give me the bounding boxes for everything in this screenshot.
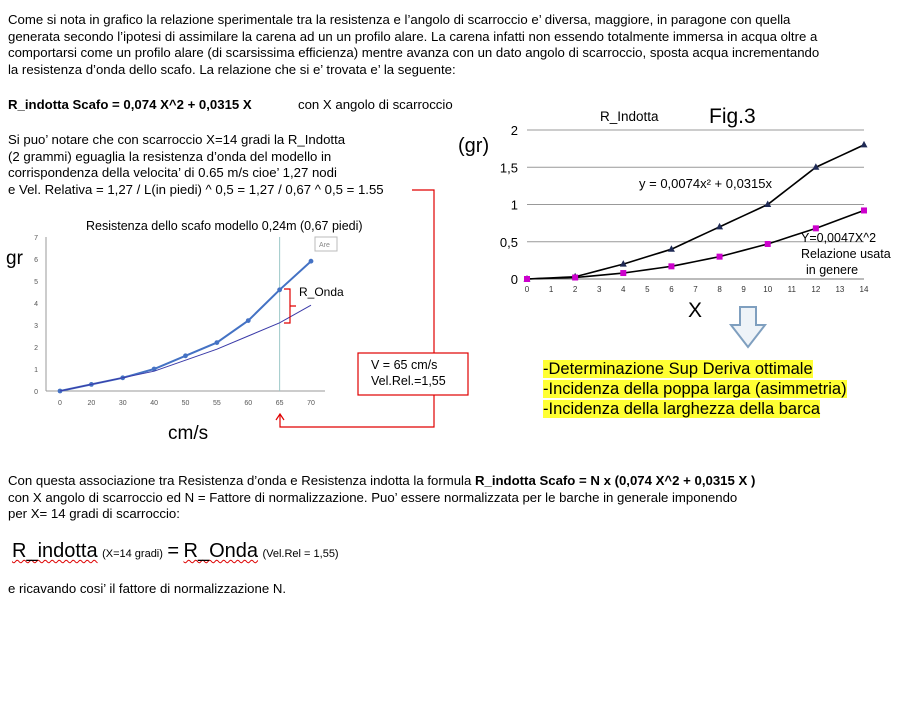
left-chart-ylabel: gr — [6, 248, 23, 269]
left-data-point — [183, 353, 188, 358]
highlight-item: -Incidenza della poppa larga (asimmetria) — [543, 380, 847, 398]
right-x-tick-label: 0 — [524, 285, 530, 294]
right-y-tick-label: 1 — [510, 197, 518, 213]
equation-general-l2: Relazione usata — [801, 247, 891, 261]
intro-line-4: la resistenza d’onda dello scafo. La relazione che si e’ trovata e’ la seguente: — [8, 61, 456, 77]
right-data-point — [765, 241, 771, 247]
down-arrow-icon — [729, 305, 769, 351]
left-series-line — [60, 261, 311, 391]
left-x-tick-label: 55 — [212, 400, 221, 407]
right-data-point — [524, 276, 530, 282]
left-x-tick-label: 65 — [275, 400, 284, 407]
explanation-line-2: (2 grammi) eguaglia la resistenza d’onda del modello in — [8, 148, 332, 164]
intro-paragraph — [8, 12, 819, 78]
right-data-point — [764, 201, 771, 208]
right-x-tick-label: 9 — [741, 285, 746, 294]
normalization-line-2: con X angolo di scarroccio ed N = Fattore di normalizzazione. Puo’ essere normalizzata per le barche in generale imponendo — [8, 489, 738, 505]
legend-stub-text: Are — [319, 242, 330, 249]
right-chart-ylabel: (gr) — [458, 135, 490, 157]
equation-experimental: y = 0,0074x² + 0,0315x — [639, 176, 772, 191]
right-y-tick-label: 0 — [510, 272, 518, 287]
normalization-line-1a: Con questa associazione tra Resistenza d’onda e Resistenza indotta la formula — [8, 473, 475, 488]
right-x-tick-label: 13 — [835, 285, 845, 294]
right-x-tick-label: 10 — [763, 285, 773, 294]
equation-general-l1: Y=0,0047X^2 — [801, 231, 877, 245]
right-data-point — [572, 275, 578, 281]
left-y-tick-label: 4 — [34, 301, 38, 308]
left-x-tick-label: 50 — [181, 400, 190, 407]
left-x-tick-label: 20 — [87, 400, 96, 407]
right-x-tick-label: 12 — [811, 285, 821, 294]
left-x-tick-label: 40 — [150, 400, 159, 407]
explanation-paragraph — [8, 132, 384, 198]
normalization-paragraph — [8, 473, 755, 523]
left-data-point — [214, 340, 219, 345]
right-x-tick-label: 11 — [787, 285, 796, 294]
right-data-point — [861, 207, 867, 213]
right-data-point — [668, 263, 674, 269]
velocity-box-line-2: Vel.Rel.=1,55 — [371, 374, 446, 388]
right-data-point — [861, 141, 868, 148]
right-x-tick-label: 3 — [596, 285, 602, 294]
left-series-line — [60, 305, 311, 391]
intro-line-2: generata secondo l’ipotesi di assimilare la carena ad un un profilo alare. La carena infatti non essendo totalmente immersa in acqua oltre a — [8, 28, 818, 44]
left-data-point — [246, 318, 251, 323]
intro-line-1: Come si nota in grafico la relazione sperimentale tra la resistenza e l’angolo di scarroccio e’ diversa, maggiore, in paragone con quella — [8, 12, 791, 27]
explanation-line-4: e Vel. Relativa = 1,27 / L(in piedi) ^ 0,5 = 1,27 / 0,67 ^ 0,5 = 1.55 — [8, 181, 384, 197]
formula2-left: R_indotta — [12, 540, 98, 562]
highlight-item: -Incidenza della larghezza della barca — [543, 400, 821, 418]
fig-label: Fig.3 — [709, 105, 756, 128]
normalization-line-3: per X= 14 gradi di scarroccio: — [8, 506, 180, 521]
left-x-tick-label: 60 — [244, 400, 253, 407]
r-onda-callout: R_Onda — [299, 285, 344, 299]
right-x-tick-label: 14 — [859, 285, 869, 294]
right-y-tick-label: 2 — [510, 123, 518, 138]
left-x-tick-label: 0 — [58, 400, 62, 407]
right-x-tick-label: 7 — [693, 285, 698, 294]
normalization-formula: R_indotta Scafo = N x (0,074 X^2 + 0,0315 X ) — [474, 473, 756, 488]
right-x-tick-label: 2 — [572, 285, 578, 294]
left-chart-xlabel: cm/s — [168, 423, 209, 444]
right-data-point — [620, 270, 626, 276]
left-y-tick-label: 6 — [34, 257, 38, 264]
explanation-line-1: Si puo’ notare che con scarroccio X=14 gradi la R_Indotta — [8, 132, 346, 147]
left-data-point — [309, 259, 314, 264]
right-y-tick-label: 1,5 — [499, 160, 518, 176]
left-y-tick-label: 3 — [34, 323, 38, 330]
right-y-tick-label: 0,5 — [499, 234, 518, 250]
left-y-tick-label: 7 — [34, 235, 38, 242]
equation-general-l3: in genere — [806, 263, 859, 277]
left-y-tick-label: 0 — [34, 389, 38, 396]
left-y-tick-label: 1 — [34, 367, 38, 374]
right-chart-xlabel: X — [688, 299, 703, 322]
formula2-right-sub: (Vel.Rel = 1,55) — [262, 548, 339, 560]
right-x-tick-label: 4 — [621, 285, 626, 294]
formula-induced-resistance: R_indotta Scafo = 0,074 X^2 + 0,0315 X — [8, 97, 252, 112]
wave-resistance-chart — [0, 210, 470, 450]
right-x-tick-label: 8 — [717, 285, 722, 294]
left-y-tick-label: 5 — [34, 279, 38, 286]
formula2-right: R_Onda — [183, 540, 259, 562]
right-x-tick-label: 5 — [645, 285, 650, 294]
highlight-item: -Determinazione Sup Deriva ottimale — [543, 360, 813, 378]
right-x-tick-label: 6 — [669, 285, 674, 294]
velocity-box-line-1: V = 65 cm/s — [371, 358, 438, 372]
right-data-point — [717, 254, 723, 260]
intro-line-3: comportarsi come un profilo alare (di scarsissima efficienza) mentre avanza con un dato angolo di scarroccio, sposta acqua incrementando — [8, 45, 820, 60]
left-x-tick-label: 70 — [307, 400, 315, 407]
left-chart-title: Resistenza dello scafo modello 0,24m (0,67 piedi) — [86, 219, 363, 233]
induced-resistance-chart — [450, 100, 891, 330]
equality-formula — [12, 540, 339, 563]
left-y-tick-label: 2 — [34, 345, 38, 352]
left-x-tick-label: 30 — [118, 400, 127, 407]
formula-note: con X angolo di scarroccio — [298, 97, 453, 112]
closing-line: e ricavando cosi’ il fattore di normalizzazione N. — [8, 581, 287, 596]
formula2-eq: = — [167, 540, 180, 562]
explanation-line-3: corrispondenza della velocita’ di 0.65 m/s cioe’ 1,27 nodi — [8, 165, 337, 180]
highlight-list — [543, 359, 847, 419]
right-chart-title: R_Indotta — [600, 109, 659, 124]
r-onda-bracket — [284, 289, 296, 323]
right-x-tick-label: 1 — [548, 285, 554, 294]
formula2-left-sub: (X=14 gradi) — [102, 548, 163, 560]
left-data-point — [277, 287, 282, 292]
